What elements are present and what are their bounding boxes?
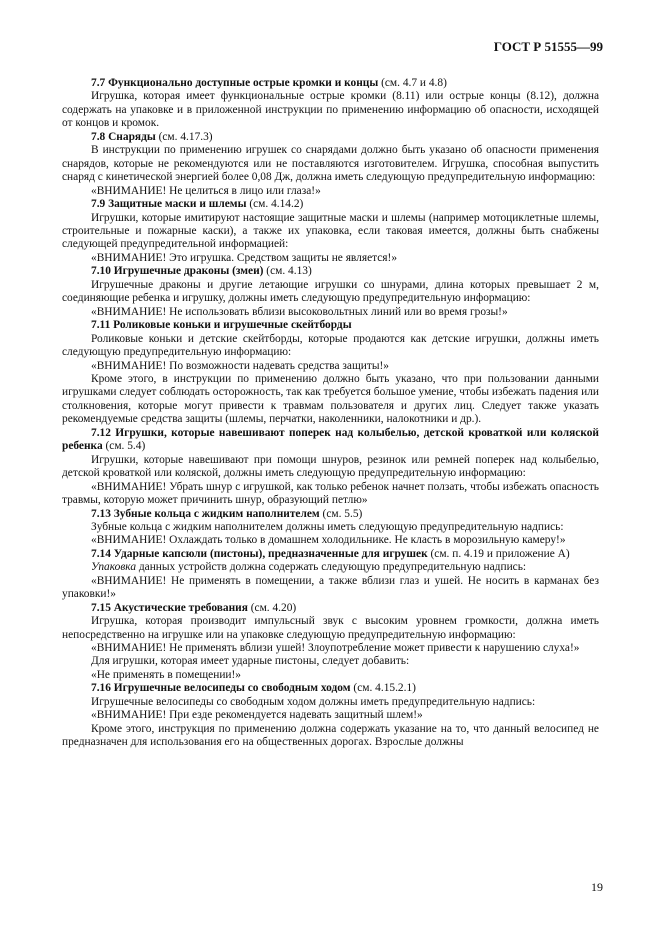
paragraph-text: Игрушка, которая имеет функциональные острые кромки (8.11) или острые концы (8.12), должна содержать на упаковке и в приложенной инструкции по применению информацию об опасности, исходящей от концов и кромок. <box>62 90 599 130</box>
paragraph-text: «Не применять в помещении!» <box>91 668 241 681</box>
section-heading <box>62 682 599 695</box>
section-reference: (см. п. 4.19 и приложение А) <box>427 547 570 560</box>
body-paragraph <box>62 521 599 534</box>
body-paragraph <box>62 723 599 750</box>
paragraph-text: Кроме этого, в инструкции по применению должно быть указано, что при пользовании данными игрушками следует соблюдать осторожность, так как требуется большое умение, чтобы избежать падения или столкновения, которые могут привести к травмам пользователя и других лиц. Следует также указать рекомендуемые средства защиты (шлемы, перчатки, наколенники, налокотники и др.). <box>62 372 599 426</box>
body-paragraph <box>62 696 599 709</box>
standard-code: ГОСТ Р 51555—99 <box>493 39 603 54</box>
body-paragraph <box>62 252 599 265</box>
section-reference: (см. 5.5) <box>319 507 363 520</box>
paragraph-text: Для игрушки, которая имеет ударные пистоны, следует добавить: <box>91 655 410 668</box>
paragraph-text: Зубные кольца с жидким наполнителем должны иметь следующую предупредительную надпись: <box>91 520 564 533</box>
paragraph-text: «ВНИМАНИЕ! Не применять вблизи ушей! Злоупотребление может привести к нарушению слуха!» <box>91 642 580 655</box>
section-heading <box>62 265 599 278</box>
section-heading <box>62 77 599 90</box>
body-paragraph <box>62 642 599 655</box>
page-number: 19 <box>591 880 603 894</box>
section-reference: (см. 4.15.2.1) <box>350 682 416 695</box>
section-reference: (см. 4.17.3) <box>155 130 213 143</box>
paragraph-text: «ВНИМАНИЕ! При езде рекомендуется надевать защитный шлем!» <box>91 709 423 722</box>
body-paragraph <box>62 373 599 427</box>
section-reference: (см. 4.13) <box>263 265 312 278</box>
paragraph-text: «ВНИМАНИЕ! Не применять в помещении, а также вблизи глаз и ушей. Не носить в карманах без упаковки!» <box>62 574 599 601</box>
body-paragraph <box>62 709 599 722</box>
section-heading <box>62 319 599 332</box>
body-paragraph <box>62 90 599 130</box>
paragraph-text: Игрушечные велосипеды со свободным ходом должны иметь предупредительную надпись: <box>91 695 536 708</box>
section-heading <box>62 548 599 561</box>
section-heading <box>62 131 599 144</box>
body-paragraph <box>62 655 599 668</box>
body-paragraph <box>62 279 599 306</box>
paragraph-text: Игрушечные драконы и другие летающие игрушки со шнурами, длина которых превышает 2 м, соединяющие ребенка и игрушку, должны иметь следующую предупредительную информацию: <box>62 278 599 305</box>
paragraph-text: данных устройств должна содержать следующую предупредительную надпись: <box>136 561 527 574</box>
paragraph-text: «ВНИМАНИЕ! Не использовать вблизи высоковольтных линий или во время грозы!» <box>91 305 508 318</box>
section-title: 7.14 Ударные капсюли (пистоны), предназначенные для игрушек <box>91 547 428 560</box>
body-paragraph <box>62 212 599 252</box>
paragraph-text: «ВНИМАНИЕ! Охлаждать только в домашнем холодильнике. Не класть в морозильную камеру!» <box>91 534 566 547</box>
paragraph-text: В инструкции по применению игрушек со снарядами должно быть указано об опасности применения снарядов, которые не рекомендуются или не поставляются изготовителем. Игрушка, способная выпустить снаряд с кинетической энергией более 0,08 Дж, должна иметь следующую предупредительную информацию: <box>62 144 599 184</box>
section-reference: (см. 4.20) <box>247 601 297 614</box>
section-title: 7.8 Снаряды <box>91 130 156 143</box>
paragraph-text: Игрушки, которые имитируют настоящие защитные маски и шлемы (например мотоциклетные шлемы, строительные и пожарные каски), а также их упаковка, если таковая имеется, должны быть снабжены следующей предупредительной информацией: <box>62 211 599 251</box>
body-paragraph <box>62 561 599 574</box>
body-paragraph <box>62 481 599 508</box>
section-heading <box>62 602 599 615</box>
body-paragraph <box>62 360 599 373</box>
paragraph-text: «ВНИМАНИЕ! Это игрушка. Средством защиты не является!» <box>91 251 398 264</box>
body-paragraph <box>62 669 599 682</box>
section-title: 7.11 Роликовые коньки и игрушечные скейтборды <box>91 319 352 332</box>
body-paragraph <box>62 144 599 184</box>
section-title: 7.9 Защитные маски и шлемы <box>91 198 247 211</box>
document-body <box>62 77 599 750</box>
section-reference: (см. 4.14.2) <box>246 198 304 211</box>
body-paragraph <box>62 185 599 198</box>
section-title: 7.16 Игрушечные велосипеды со свободным ходом <box>91 682 351 695</box>
paragraph-text: «ВНИМАНИЕ! Убрать шнур с игрушкой, как только ребенок начнет ползать, чтобы избежать опасность травмы, которую может причинить шнур, образующий петлю» <box>62 480 599 507</box>
paragraph-text: Кроме этого, инструкция по применению должна содержать указание на то, что данный велосипед не предназначен для использования его на общественных дорогах. Взрослые должны <box>62 722 599 749</box>
paragraph-text: Игрушка, которая производит импульсный звук с высоким уровнем громкости, должна иметь непосредственно на игрушке или на упаковке следующую предупредительную информацию: <box>62 615 599 641</box>
section-title: 7.13 Зубные кольца с жидким наполнителем <box>91 507 320 520</box>
body-paragraph <box>62 454 599 481</box>
section-reference: (см. 5.4) <box>102 440 146 453</box>
section-reference: (см. 4.7 и 4.8) <box>378 77 447 89</box>
body-paragraph <box>62 534 599 547</box>
section-title: 7.15 Акустические требования <box>91 601 248 614</box>
body-paragraph <box>62 306 599 319</box>
section-heading <box>62 198 599 211</box>
paragraph-text: «ВНИМАНИЕ! По возможности надевать средства защиты!» <box>91 359 389 372</box>
body-paragraph <box>62 575 599 602</box>
italic-lead: Упаковка <box>91 561 137 574</box>
paragraph-text: Игрушки, которые навешивают при помощи шнуров, резинок или ремней поперек над колыбелью, детской кроваткой или коляской, должны иметь следующую предупредительную информацию: <box>62 453 599 480</box>
paragraph-text: «ВНИМАНИЕ! Не целиться в лицо или глаза!» <box>91 184 321 197</box>
section-heading <box>62 427 599 454</box>
section-title: 7.7 Функционально доступные острые кромки и концы <box>91 77 379 89</box>
section-title: 7.12 Игрушки, которые навешивают поперек над колыбелью, детской кроваткой или коляской ребенка <box>62 426 599 453</box>
body-paragraph <box>62 615 599 642</box>
section-title: 7.10 Игрушечные драконы (змеи) <box>91 265 264 278</box>
body-paragraph <box>62 333 599 360</box>
paragraph-text: Роликовые коньки и детские скейтборды, которые продаются как детские игрушки, должны иметь следующую предупредительную информацию: <box>62 332 599 359</box>
section-heading <box>62 508 599 521</box>
